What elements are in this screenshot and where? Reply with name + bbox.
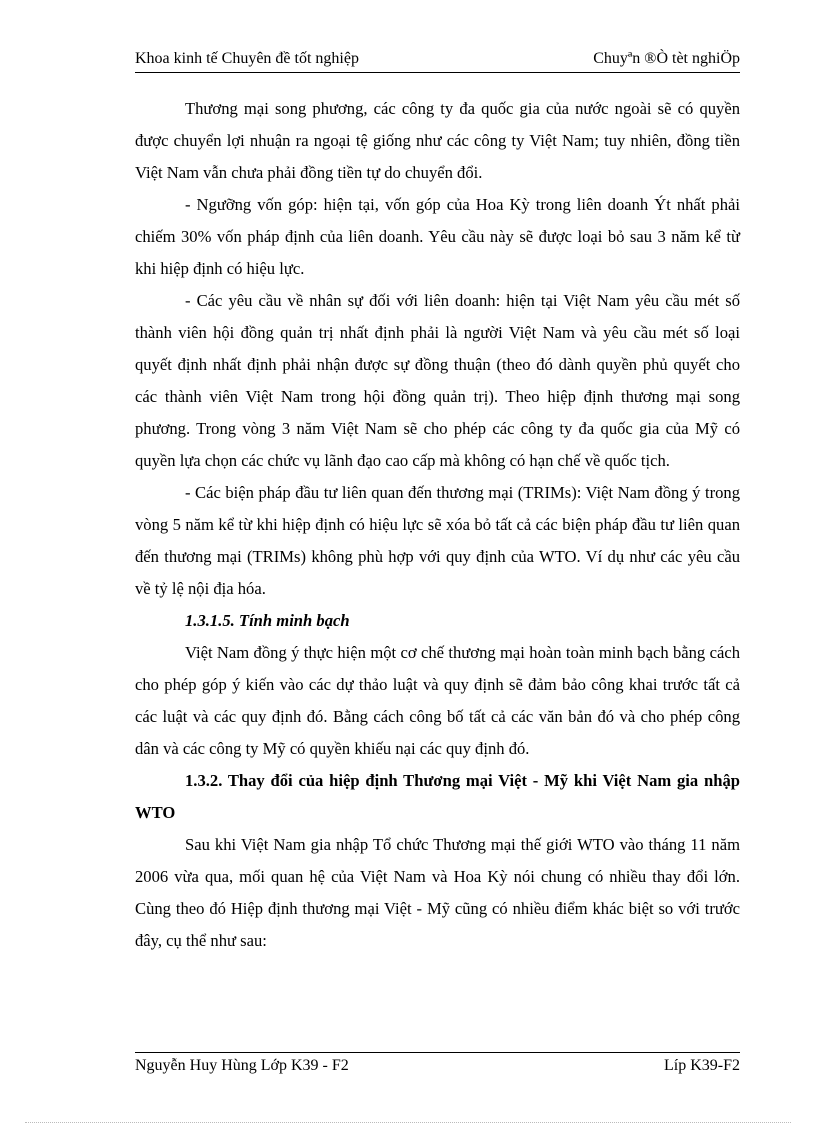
paragraph-trims: - Các biện pháp đầu tư liên quan đến thương mại (TRIMs): Việt Nam đồng ý trong vòng 5 năm kể từ khi hiệp định có hiệu lực sẽ xóa bỏ tất cả các biện pháp đầu tư liên quan đến thương mại (TRIMs) không phù hợp với quy định của WTO. Ví dụ như các yêu cầu về tỷ lệ nội địa hóa. — [135, 483, 740, 598]
paragraph-transparency: Việt Nam đồng ý thực hiện một cơ chế thương mại hoàn toàn minh bạch bằng cách cho phép góp ý kiến vào các dự thảo luật và quy định sẽ đảm bảo công khai trước tất cả các luật và các quy định đó. Bằng cách công bố tất cả các văn bản đó và cho phép công dân và các công ty Mỹ có quyền khiếu nại các quy định đó. — [135, 643, 740, 758]
paragraph-capital-threshold: - Ngưỡng vốn góp: hiện tại, vốn góp của Hoa Kỳ trong liên doanh Ýt nhất phải chiếm 30% vốn pháp định của liên doanh. Yêu cầu này sẽ được loại bỏ sau 3 năm kể từ khi hiệp định có hiệu lực. — [135, 195, 740, 278]
section-heading-transparency: 1.3.1.5. Tính minh bạch — [185, 611, 350, 630]
document-body — [135, 93, 740, 957]
footer-left-text: Nguyễn Huy Hùng Lớp K39 - F2 — [135, 1057, 349, 1074]
page-footer — [135, 1052, 740, 1074]
header-left-text: Khoa kinh tế Chuyên đề tốt nghiệp — [135, 50, 359, 67]
paragraph-trade-intro: Thương mại song phương, các công ty đa quốc gia của nước ngoài sẽ có quyền được chuyển lợi nhuận ra ngoại tệ giống như các công ty Việt Nam; tuy nhiên, đồng tiền Việt Nam vẫn chưa phải đồng tiền tự do chuyển đổi. — [135, 99, 740, 182]
paragraph-wto: Sau khi Việt Nam gia nhập Tổ chức Thương mại thế giới WTO vào tháng 11 năm 2006 vừa qua, mối quan hệ của Việt Nam và Hoa Kỳ nói chung có nhiều thay đổi lớn. Cùng theo đó Hiệp định thương mại Việt - Mỹ cũng có nhiều điểm khác biệt so với trước đây, cụ thể như sau: — [135, 835, 740, 950]
footer-right-text: Líp K39-F2 — [664, 1057, 740, 1074]
page-header — [135, 50, 740, 73]
header-right-text: Chuyªn ®Ò tèt nghiÖp — [593, 50, 740, 67]
section-heading-wto-changes: 1.3.2. Thay đổi của hiệp định Thương mại Việt - Mỹ khi Việt Nam gia nhập WTO — [135, 771, 740, 822]
paragraph-personnel-requirements: - Các yêu cầu về nhân sự đối với liên doanh: hiện tại Việt Nam yêu cầu mét số thành viên hội đồng quản trị nhất định phải là người Việt Nam và yêu cầu mét số loại quyết định nhất định phải nhận được sự đồng thuận (theo đó dành quyền phủ quyết cho các thành viên Việt Nam trong hội đồng quản trị). Theo hiệp định thương mại song phương. Trong vòng 3 năm Việt Nam sẽ cho phép các công ty đa quốc gia của Mỹ có quyền lựa chọn các chức vụ lãnh đạo cao cấp mà không có hạn chế về quốc tịch. — [135, 291, 740, 470]
